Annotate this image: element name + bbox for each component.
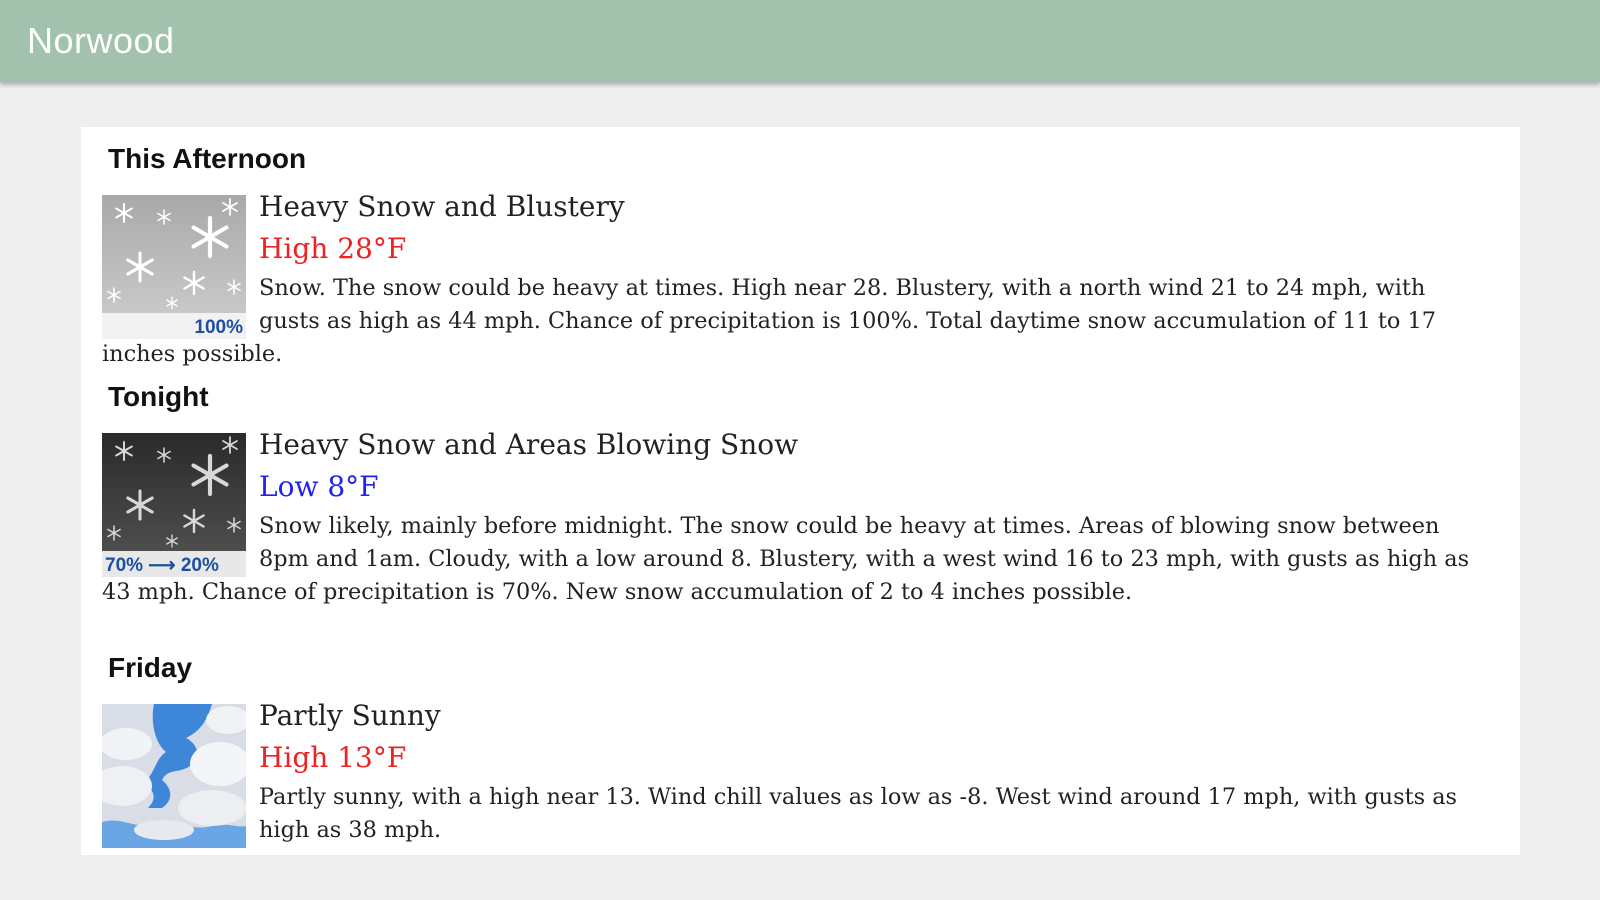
temperature-low: Low 8°F bbox=[259, 470, 379, 503]
forecast-detail bbox=[102, 781, 1492, 847]
forecast-summary: Heavy Snow and Areas Blowing Snow bbox=[259, 428, 799, 461]
precip-chance-label: 100% bbox=[194, 317, 243, 338]
forecast-detail bbox=[102, 510, 1492, 609]
forecast-detail bbox=[102, 272, 1492, 371]
forecast-detail-text: Snow. The snow could be heavy at times. High near 28. Blustery, with a north wind 21 to 24 mph, with gusts as high as 44 mph. Chance of precipitation is 100%. Total daytime snow accumulation of 11 to 17 inches possible. bbox=[102, 275, 1437, 367]
period-name: Friday bbox=[108, 652, 193, 683]
forecast-detail-text: Partly sunny, with a high near 13. Wind chill values as low as -8. West wind around 17 mph, with gusts as high as 38 mph. bbox=[259, 784, 1458, 843]
precip-chance-label: 70% ⟶ 20% bbox=[105, 555, 219, 576]
location-title: Norwood bbox=[27, 20, 175, 61]
app-bar bbox=[0, 0, 1600, 82]
forecast-card bbox=[81, 127, 1520, 855]
forecast-detail-text: Snow likely, mainly before midnight. The snow could be heavy at times. Areas of blowing snow between 8pm and 1am. Cloudy, with a low around 8. Blustery, with a west wind 16 to 23 mph, with gusts as high as 43 mph. Chance of precipitation is 70%. New snow accumulation of 2 to 4 inches possible. bbox=[102, 513, 1470, 605]
temperature-high: High 13°F bbox=[259, 741, 407, 774]
icon-spacer bbox=[102, 272, 259, 338]
icon-spacer bbox=[102, 510, 259, 576]
forecast-summary: Heavy Snow and Blustery bbox=[259, 190, 625, 223]
forecast-summary: Partly Sunny bbox=[259, 699, 441, 732]
period-name: This Afternoon bbox=[108, 143, 307, 174]
period-name: Tonight bbox=[108, 381, 209, 412]
temperature-high: High 28°F bbox=[259, 232, 407, 265]
icon-spacer bbox=[102, 781, 259, 847]
